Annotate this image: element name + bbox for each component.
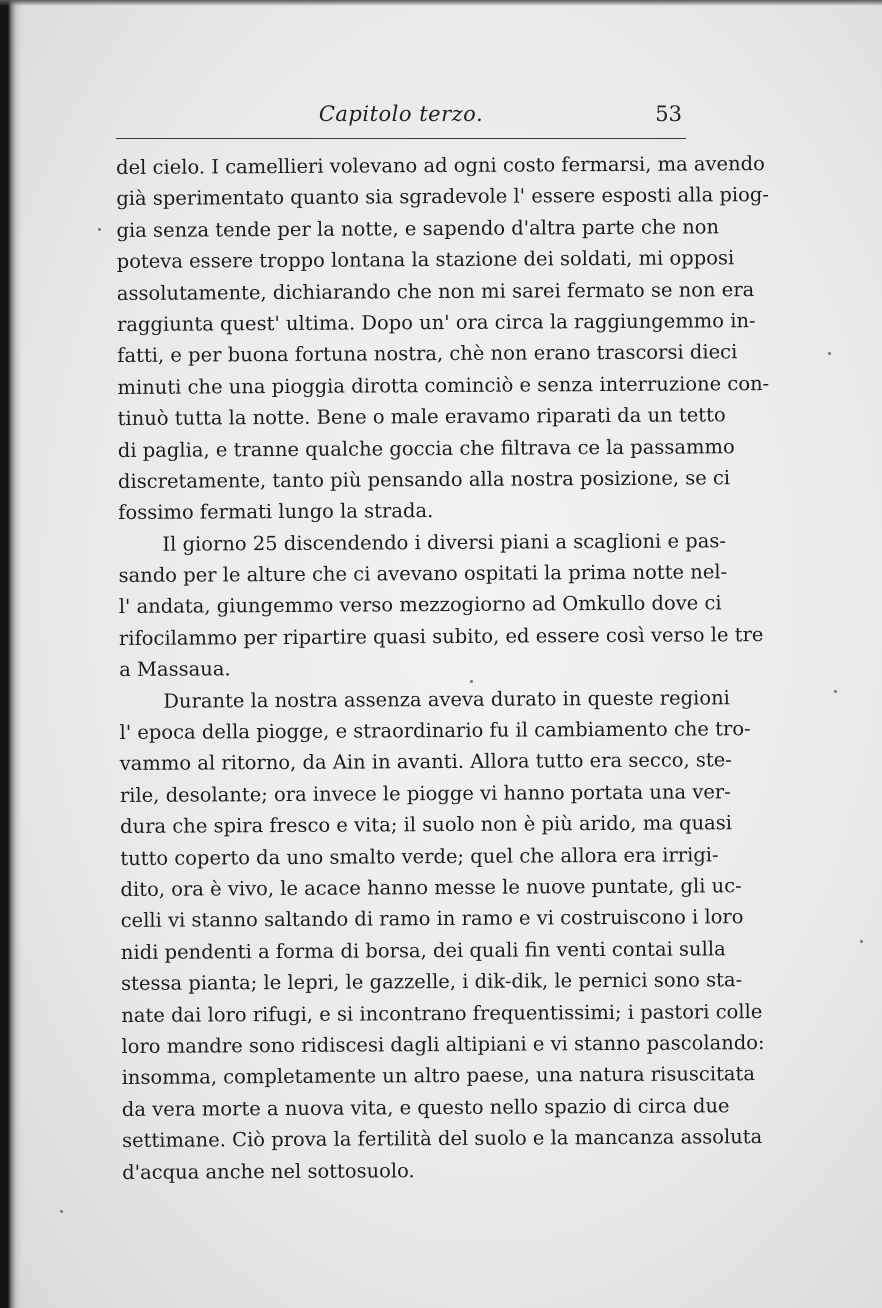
text-line: Il giorno 25 discendendo i diversi piani a scaglioni e pas-	[162, 528, 726, 556]
paragraph	[116, 148, 770, 528]
paragraph	[118, 525, 764, 686]
text-line: l' andata, giungemmo verso mezzogiorno ad Omkullo dove ci	[118, 591, 722, 619]
text-line: loro mandre sono ridiscesi dagli altipiani e vi stanno pascolando:	[121, 1030, 765, 1058]
text-line: tutto coperto da uno smalto verde; quel che allora era irrigi-	[120, 842, 719, 870]
text-line: rifocilammo per ripartire quasi subito, ed essere così verso le tre	[118, 622, 764, 650]
text-line: insomma, completamente un altro paese, una natura risuscitata	[121, 1062, 756, 1090]
text-line: assolutamente, dichiarando che non mi sarei fermato se non era	[116, 277, 755, 305]
paragraph	[119, 682, 765, 1188]
text-line: di paglia, e tranne qualche goccia che filtrava ce la passammo	[117, 434, 735, 462]
text-line: fossimo fermati lungo la strada.	[118, 499, 434, 525]
text-line: vammo al ritorno, da Ain in avanti. Allora tutto era secco, ste-	[119, 748, 732, 776]
text-line: dura che spira fresco e vita; il suolo non è più arido, ma quasi	[120, 811, 733, 839]
text-line: nidi pendenti a forma di borsa, dei quali fin venti contai sulla	[120, 937, 726, 964]
text-line: l' epoca della piogge, e straordinario fu il cambiamento che tro-	[119, 717, 751, 745]
paper-speck	[60, 1210, 63, 1213]
running-title: Capitolo terzo.	[318, 102, 484, 126]
text-line: già sperimentato quanto sia sgradevole l' essere esposti alla piog-	[116, 183, 770, 211]
text-line: rile, desolante; ora invece le piogge vi hanno portata una ver-	[119, 780, 731, 807]
paper-speck	[98, 228, 101, 231]
text-line: settimane. Ciò prova la fertilità del suolo e la mancanza assoluta	[121, 1125, 763, 1153]
text-line: da vera morte a nuova vita, e questo nello spazio di circa due	[121, 1093, 730, 1121]
text-line: sando per le alture che ci avevano ospitati la prima notte nel-	[118, 560, 728, 588]
book-binding-shadow	[0, 0, 22, 1308]
page-top-shadow	[0, 0, 882, 6]
running-head	[116, 100, 686, 134]
text-line: Durante la nostra assenza aveva durato in queste regioni	[163, 685, 730, 713]
text-line: nate dai loro rifugi, e si incontrano frequentissimi; i pastori colle	[121, 999, 763, 1027]
page-number: 53	[655, 102, 682, 126]
body-text	[116, 148, 770, 1187]
text-line: a Massaua.	[119, 657, 231, 682]
text-line: celli vi stanno saltando di ramo in ramo e vi costruiscono i loro	[120, 905, 744, 933]
text-line: d'acqua anche nel sottosuolo.	[122, 1158, 415, 1184]
text-line: stessa pianta; le lepri, le gazzelle, i dik-dik, le pernici sono sta-	[121, 968, 743, 996]
text-line: tinuò tutta la notte. Bene o male eravamo riparati da un tetto	[117, 403, 726, 431]
text-line: del cielo. I camellieri volevano ad ogni costo fermarsi, ma avendo	[116, 152, 765, 179]
text-line: raggiunta quest' ultima. Dopo un' ora circa la raggiungemmo in-	[116, 309, 756, 336]
paper-speck	[860, 940, 863, 943]
text-line: poteva essere troppo lontana la stazione dei soldati, mi opposi	[116, 246, 735, 274]
text-line: discretamente, tanto più pensando alla nostra posizione, se ci	[117, 466, 731, 493]
text-line: fatti, e per buona fortuna nostra, chè non erano trascorsi dieci	[117, 340, 738, 368]
text-line: minuti che una pioggia dirotta cominciò e senza interruzione con-	[117, 371, 770, 399]
paper-speck	[834, 690, 837, 693]
paper-speck	[470, 680, 473, 683]
text-line: dito, ora è vivo, le acace hanno messe le nuove puntate, gli uc-	[120, 874, 742, 901]
text-line: gia senza tende per la notte, e sapendo d'altra parte che non	[116, 215, 720, 242]
paper-speck	[828, 352, 831, 355]
header-rule	[116, 138, 686, 139]
